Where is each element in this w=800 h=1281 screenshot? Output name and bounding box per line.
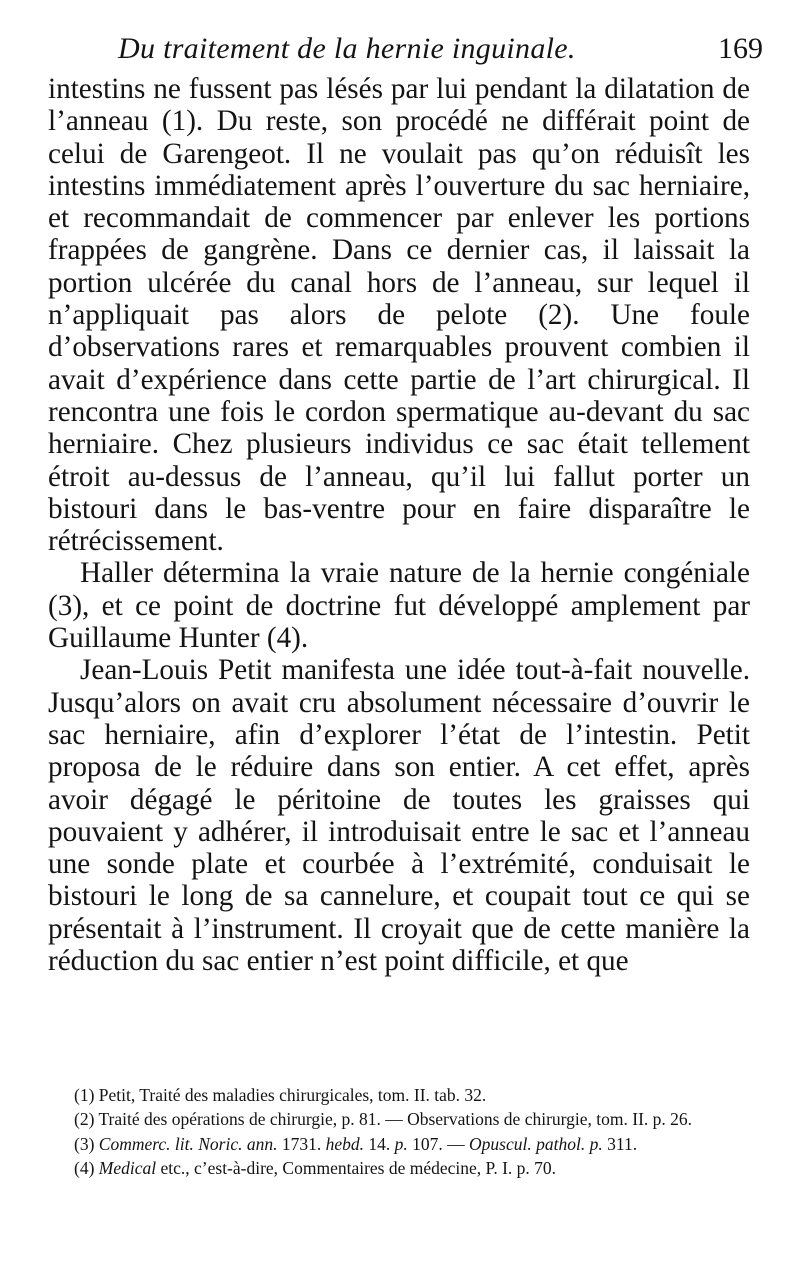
paragraph-continuation: intestins ne fussent pas lésés par lui pendant la dilatation de l’anneau (1). Du reste, son procédé ne différait point de celui de Garengeot. Il ne voulait pas qu’on réduisît les intestins immédiatement après l’ouverture du sac herniaire, et recommandait de commencer par enlever les portions frappées de gangrène. Dans ce dernier cas, il laissait la portion ulcérée du canal hors de l’anneau, sur lequel il n’appliquait pas alors de pelote (2). Une foule d’observations rares et remarquables prouvent combien il avait d’expérience dans cette partie de l’art chirurgical. Il rencontra une fois le cordon spermatique au-devant du sac herniaire. Chez plusieurs individus ce sac était tellement étroit au-dessus de l’anneau, qu’il lui fallut porter un bistouri dans le bas-ventre pour en faire disparaître le rétrécissement. (48, 73, 750, 558)
footnote-4-rest: etc., c’est-à-dire, Commentaires de médecine, P. I. p. 70. (156, 1157, 557, 1178)
footnote-3-page: 107. — (407, 1133, 470, 1154)
footnote-3-marker: (3) (74, 1133, 99, 1154)
page-number: 169 (718, 32, 763, 65)
footnote-4 (52, 1156, 752, 1180)
footnote-3-year: 1731. (277, 1133, 326, 1154)
footnotes (52, 1083, 752, 1180)
footnote-3-issue: 14. (364, 1133, 395, 1154)
footnote-2: (2) Traité des opérations de chirurgie, p. 81. — Observations de chirurgie, tom. II. p. 26. (74, 1109, 693, 1130)
footnote-3-journal: Commerc. lit. Noric. ann. (98, 1133, 278, 1154)
running-head (48, 32, 763, 72)
body-text (48, 73, 750, 977)
footnote-4-medical: Medical (98, 1157, 157, 1178)
footnote-4-marker: (4) (74, 1157, 99, 1178)
footnote-1: (1) Petit, Traité des maladies chirurgicales, tom. II. tab. 32. (74, 1085, 487, 1105)
footnote-3-p: p. (394, 1133, 408, 1154)
running-title: Du traitement de la hernie inguinale. (118, 32, 576, 65)
paragraph-petit: Jean-Louis Petit manifesta une idée tout-à-fait nouvelle. Jusqu’alors on avait cru absolument nécessaire d’ouvrir le sac herniaire, afin d’explorer l’état de l’intestin. Petit proposa de le réduire dans son entier. A cet effet, après avoir dégagé le péritoine de toutes les graisses qui pouvaient y adhérer, il introduisait entre le sac et l’anneau une sonde plate et courbée à l’extrémité, conduisait le bistouri le long de sa cannelure, et coupait tout ce qui se présentait à l’instrument. Il croyait que de cette manière la réduction du sac entier n’est point difficile, et que (48, 654, 750, 978)
paragraph-haller: Haller détermina la vraie nature de la hernie congéniale (3), et ce point de doctrine fut développé amplement par Guillaume Hunter (4). (48, 557, 750, 655)
footnote-3-end: 311. (602, 1133, 638, 1154)
footnote-3-hebd: hebd. (325, 1133, 365, 1154)
footnote-3 (52, 1132, 752, 1156)
footnote-3-opuscul: Opuscul. pathol. p. (469, 1133, 603, 1154)
